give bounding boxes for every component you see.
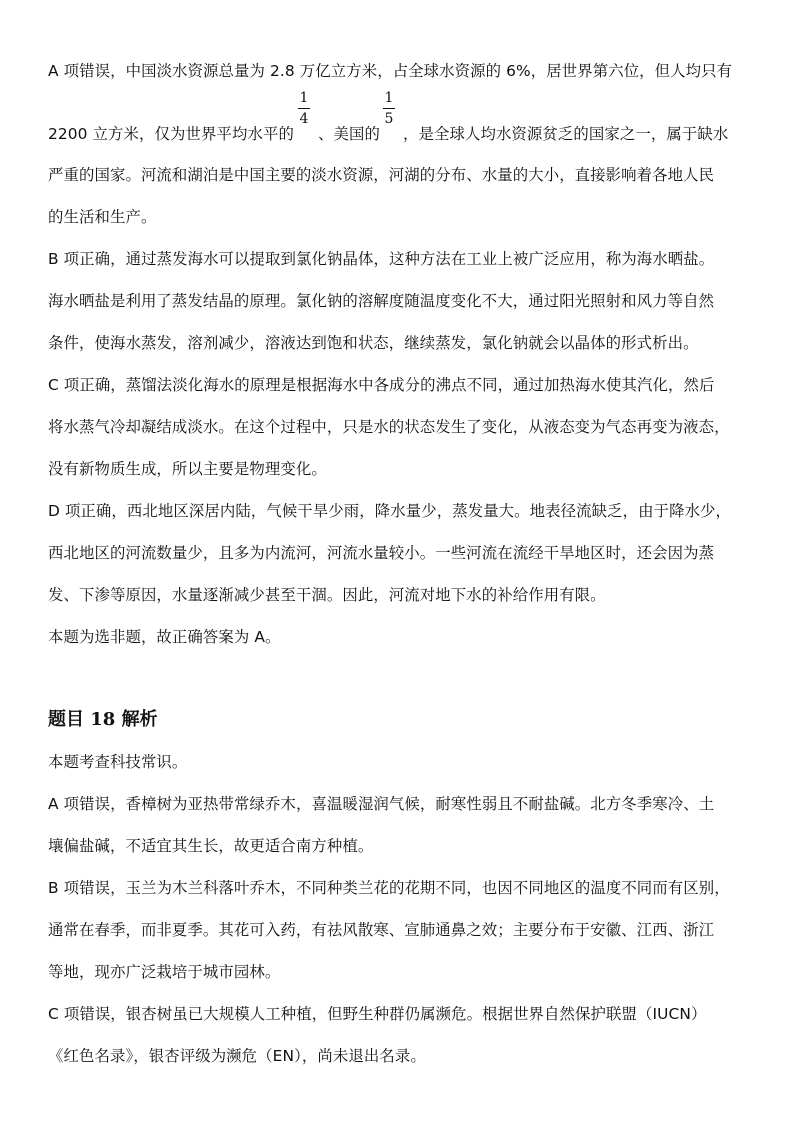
paragraph-line: B 项错误，玉兰为木兰科落叶乔木，不同种类兰花的花期不同，也因不同地区的温度不同而有区别， <box>48 879 730 897</box>
paragraph-line: 壤偏盐碱，不适宜其生长，故更适合南方种植。 <box>48 837 374 855</box>
section-heading: 题目 18 解析 <box>48 709 158 730</box>
fraction-numerator: 1 <box>384 90 394 106</box>
fraction-one-fifth <box>381 90 397 127</box>
paragraph-line: 发、下渗等原因，水量逐渐减少甚至干涸。因此，河流对地下水的补给作用有限。 <box>48 586 606 604</box>
paragraph-line: A 项错误，香樟树为亚热带常绿乔木，喜温暖湿润气候，耐寒性弱且不耐盐碱。北方冬季寒冷、土 <box>48 795 715 813</box>
fraction-one-quarter <box>296 90 312 127</box>
paragraph-line: 将水蒸气冷却凝结成淡水。在这个过程中，只是水的状态发生了变化，从液态变为气态再变为液态， <box>48 418 730 436</box>
paragraph-line: D 项正确，西北地区深居内陆，气候干旱少雨，降水量少，蒸发量大。地表径流缺乏，由于降水少， <box>48 502 732 520</box>
paragraph-line: 等地，现亦广泛栽培于城市园林。 <box>48 963 281 981</box>
paragraph-line: C 项正确，蒸馏法淡化海水的原理是根据海水中各成分的沸点不同，通过加热海水使其汽化，然后 <box>48 376 715 394</box>
paragraph-line: 2200 立方米，仅为世界平均水平的 <box>48 125 294 143</box>
paragraph-line: 海水晒盐是利用了蒸发结晶的原理。氯化钠的溶解度随温度变化不大，通过阳光照射和风力等自然 <box>48 292 715 310</box>
fraction-bar <box>298 108 310 109</box>
paragraph-line-segment: ，是全球人均水资源贫乏的国家之一，属于缺水 <box>403 125 729 143</box>
paragraph-line: 的生活和生产。 <box>48 208 157 226</box>
paragraph-line: 通常在春季，而非夏季。其花可入药，有祛风散寒、宣肺通鼻之效；主要分布于安徽、江西、浙江 <box>48 921 715 939</box>
paragraph-line: 西北地区的河流数量少，且多为内流河，河流水量较小。一些河流在流经干旱地区时，还会因为蒸 <box>48 544 715 562</box>
paragraph-line: 条件，使海水蒸发，溶剂减少，溶液达到饱和状态，继续蒸发，氯化钠就会以晶体的形式析出。 <box>48 334 699 352</box>
fraction-denominator: 4 <box>299 111 309 127</box>
paragraph-line: B 项正确，通过蒸发海水可以提取到氯化钠晶体，这种方法在工业上被广泛应用，称为海水晒盐。 <box>48 250 715 268</box>
paragraph-line: C 项错误，银杏树虽已大规模人工种植，但野生种群仍属濒危。根据世界自然保护联盟（IUCN） <box>48 1005 707 1023</box>
answer-line: 本题为选非题，故正确答案为 A。 <box>48 628 281 646</box>
paragraph-line: A 项错误，中国淡水资源总量为 2.8 万亿立方米，占全球水资源的 6%，居世界第六位，但人均只有 <box>48 62 733 80</box>
fraction-numerator: 1 <box>299 90 309 106</box>
paragraph-line: 本题考查科技常识。 <box>48 753 188 771</box>
fraction-bar <box>383 108 395 109</box>
paragraph-line-segment: 、美国的 <box>318 125 380 143</box>
paragraph-line: 《红色名录》，银杏评级为濒危（EN），尚未退出名录。 <box>48 1047 426 1065</box>
fraction-denominator: 5 <box>384 111 394 127</box>
paragraph-line: 没有新物质生成，所以主要是物理变化。 <box>48 460 327 478</box>
paragraph-line: 严重的国家。河流和湖泊是中国主要的淡水资源，河湖的分布、水量的大小，直接影响着各地人民 <box>48 166 715 184</box>
